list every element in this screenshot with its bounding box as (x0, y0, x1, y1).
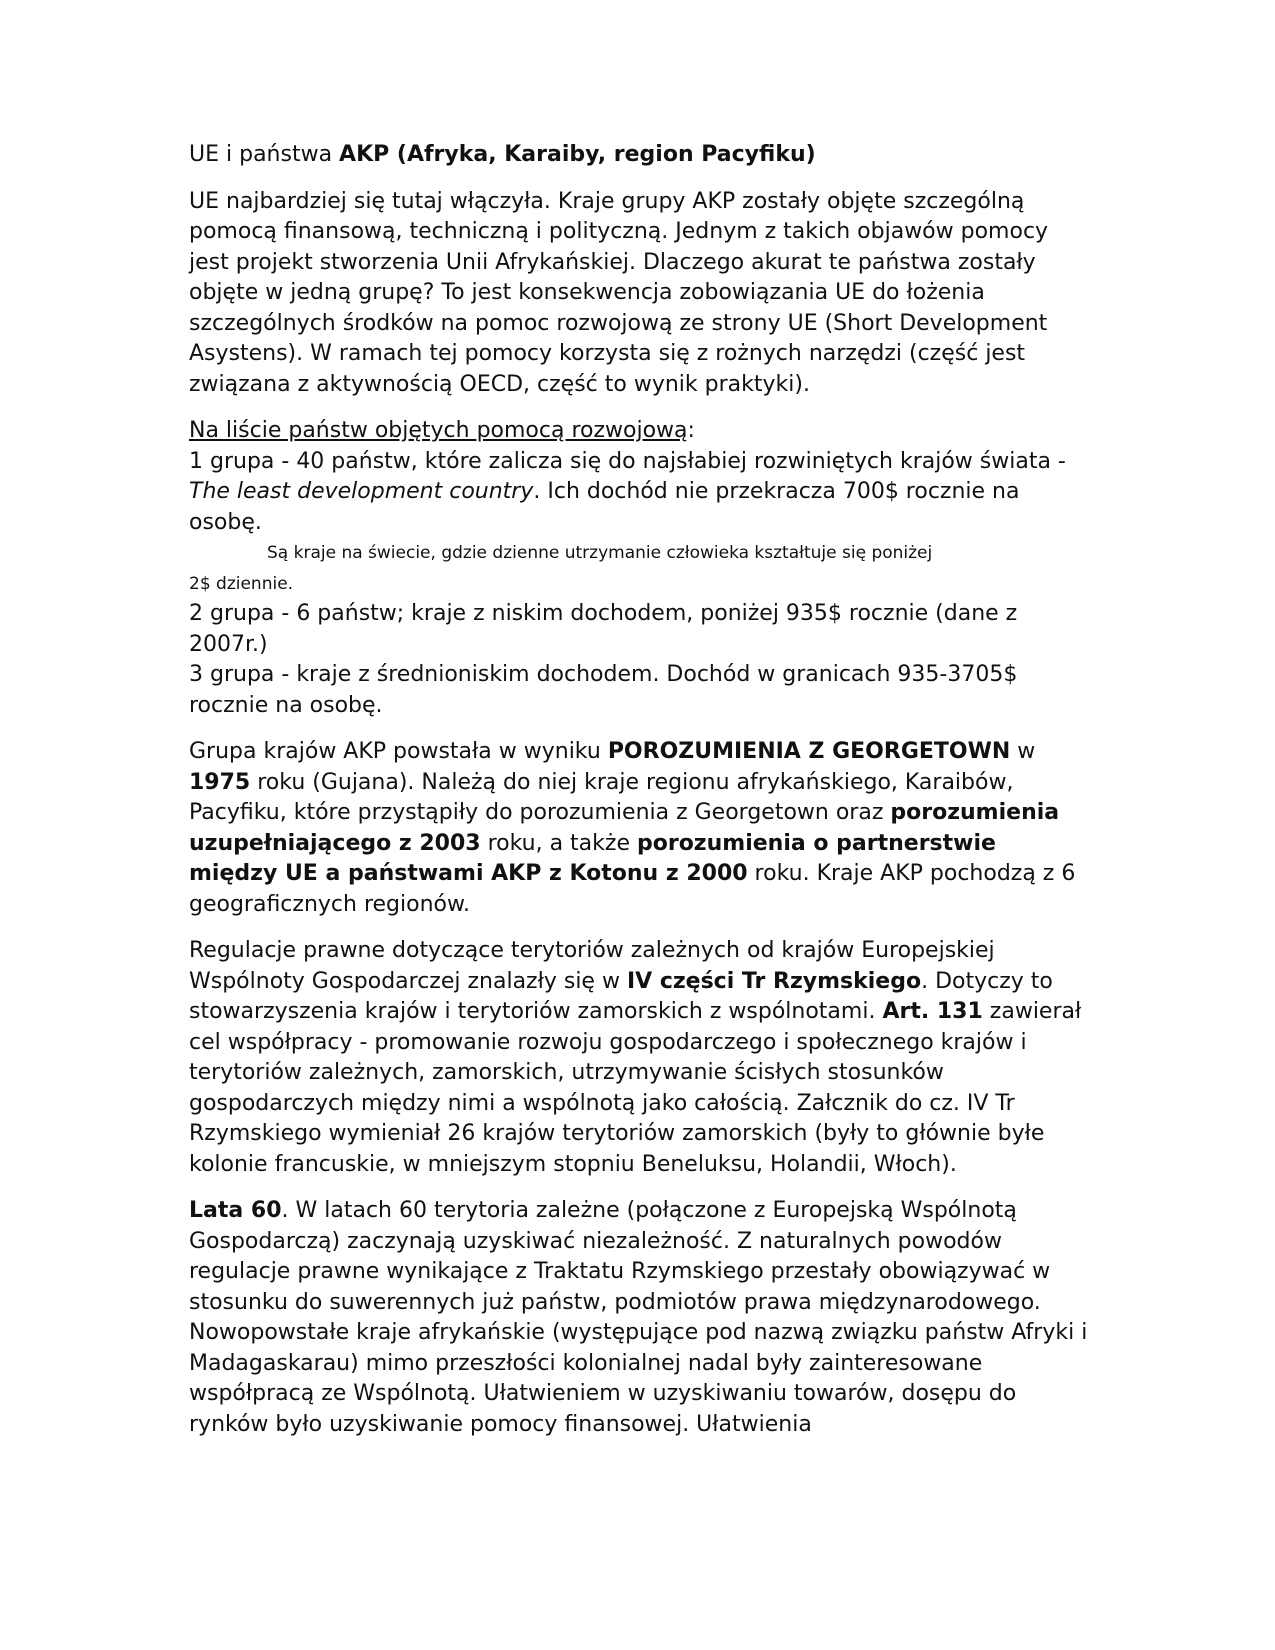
georgetown-bold-2: 1975 (189, 769, 251, 795)
group-1-italic: The least development country (189, 479, 534, 504)
georgetown-text-5: roku. Kraje AKP pochodzą z 6 geograficznych regionów. (189, 861, 1076, 917)
aid-list-heading-line (189, 416, 1089, 447)
regulations-bold-1: IV części Tr Rzymskiego (626, 968, 922, 994)
georgetown-paragraph (189, 737, 1089, 920)
regulations-text-1: Regulacje prawne dotyczące terytoriów zależnych od krajów Europejskiej Wspólnoty Gospodarczej znalazły się w (189, 938, 995, 994)
group-2-item: 2 grupa - 6 państw; kraje z niskim dochodem, poniżej 935$ rocznie (dane z 2007r.) (189, 601, 1018, 657)
georgetown-bold-3: porozumienia uzupełniającego z 2003 (189, 800, 1060, 856)
georgetown-bold-4: porozumienia o partnerstwie między UE a państwami AKP z Kotonu z 2000 (189, 830, 996, 886)
title-prefix: UE i państwa (189, 142, 340, 167)
intro-paragraph: UE najbardziej się tutaj włączyła. Kraje grupy AKP zostały objęte szczególną pomocą finansową, techniczną i polityczną. Jednym z takich objawów pomocy jest projekt stworzenia Unii Afrykańskiej. Dlaczego akurat te państwa zostały objęte w jedną grupę? To jest konsekwencja zobowiązania UE do łożenia szczególnych środków na pomoc rozwojową ze strony UE (Short Development Asystens). W ramach tej pomocy korzysta się z rożnych narzędzi (część jest związana z aktywnością OECD, część to wynik praktyki). (189, 188, 1049, 397)
georgetown-text-3: roku (Gujana). Należą do niej kraje regionu afrykańskiego, Karaibów, Pacyfiku, które przystąpiły do porozumienia z Georgetown oraz (189, 769, 1014, 825)
regulations-text-2: . Dotyczy to stowarzyszenia krajów i terytoriów zamorskich z wspólnotami. (189, 968, 1053, 1024)
georgetown-text-2: w (1010, 739, 1036, 764)
title-bold: AKP (Afryka, Karaiby, region Pacyfiku) (339, 142, 816, 167)
regulations-paragraph (189, 936, 1089, 1180)
note-line-2: 2$ dziennie. (189, 573, 294, 594)
sixties-paragraph (189, 1196, 1089, 1440)
georgetown-text-4: roku, a także (480, 830, 637, 856)
aid-list-heading: Na liście państw objętych pomocą rozwojową (189, 418, 688, 443)
aid-list-section (189, 416, 1089, 721)
document-body (189, 140, 1089, 1456)
sixties-bold-1: Lata 60 (189, 1198, 282, 1223)
georgetown-bold-1: POROZUMIENIA Z GEORGETOWN (607, 739, 1011, 764)
georgetown-text-1: Grupa krajów AKP powstała w wyniku (189, 739, 608, 764)
sixties-text-1: . W latach 60 terytoria zależne (połączone z Europejską Wspólnotą Gospodarczą) zaczynają uzyskiwać niezależność. Z naturalnych powodów regulacje prawne wynikające z Traktatu Rzymskiego przestały obowiązywać w stosunku do suwerennych już państw, podmiotów prawa międzynarodowego. Nowopowstałe kraje afrykańskie (występujące pod nazwą związku państw Afryki i Madagaskarau) mimo przeszłości kolonialnej nadal były zainteresowane współpracą ze Wspólnotą. Ułatwieniem w uzyskiwaniu towarów, dosępu do rynków było uzyskiwanie pomocy finansowej. Ułatwienia (189, 1198, 1088, 1437)
group-1-item (189, 447, 1089, 539)
group-1-text-a: 1 grupa - 40 państw, które zalicza się do najsłabiej rozwiniętych krajów świata - (189, 448, 1066, 474)
regulations-text-3: zawierał cel współpracy - promowanie rozwoju gospodarczego i społecznego krajów i terytoriów zależnych, zamorskich, utrzymywanie ścisłych stosunków gospodarczych między nimi a wspólnotą jako całością. Załcznik do cz. IV Tr Rzymskiego wymieniał 26 krajów terytoriów zamorskich (były to głównie byłe kolonie francuskie, w mniejszym stopniu Beneluksu, Holandii, Włoch). (189, 999, 1082, 1177)
regulations-bold-2: Art. 131 (882, 999, 983, 1024)
group-3-item: 3 grupa - kraje z średnioniskim dochodem. Dochód w granicach 935-3705$ rocznie na osobę. (189, 662, 1018, 718)
note-line-1: Są kraje na świecie, gdzie dzienne utrzymanie człowieka kształtuje się poniżej (267, 543, 933, 563)
document-title (189, 140, 1089, 171)
aid-list-heading-colon: : (687, 418, 695, 443)
group-1-text-b: . Ich dochód nie przekracza 700$ rocznie na osobę. (189, 479, 1020, 535)
